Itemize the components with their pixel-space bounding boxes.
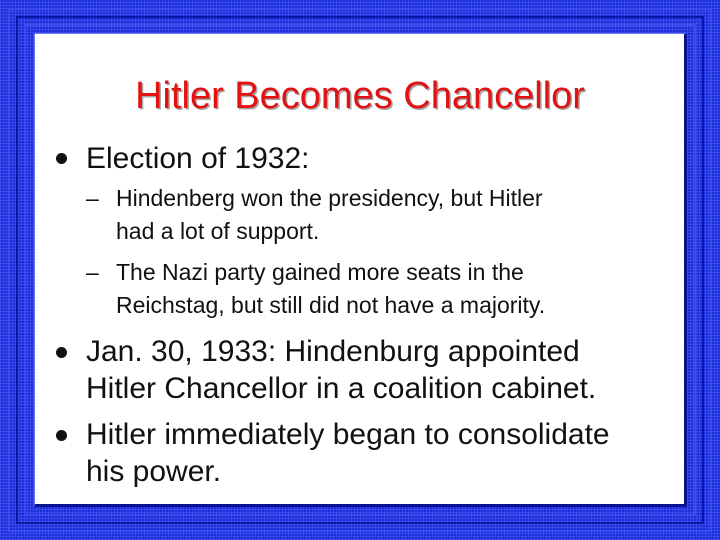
sub-bullet-dash: –: [86, 185, 99, 211]
sub-bullet-2-line-2: Reichstag, but still did not have a majority.: [116, 292, 546, 318]
bullet-1-text: Election of 1932:: [86, 142, 310, 175]
bullet-dot-icon: [56, 153, 67, 164]
bullet-2-line-2: Hitler Chancellor in a coalition cabinet.: [86, 372, 597, 405]
slide-title: Hitler Becomes Chancellor: [135, 75, 585, 117]
sub-bullet-1-line-1: Hindenberg won the presidency, but Hitler: [116, 185, 543, 211]
bullet-3-line-2: his power.: [86, 455, 222, 488]
bullet-2-line-1: Jan. 30, 1933: Hindenburg appointed: [86, 335, 580, 368]
sub-bullet-1-line-2: had a lot of support.: [116, 218, 320, 244]
sub-bullet-2-line-1: The Nazi party gained more seats in the: [116, 259, 524, 285]
bullet-dot-icon: [56, 347, 67, 358]
bullet-3-line-1: Hitler immediately began to consolidate: [86, 418, 610, 451]
bullet-dot-icon: [56, 430, 67, 441]
sub-bullet-dash: –: [86, 259, 99, 285]
